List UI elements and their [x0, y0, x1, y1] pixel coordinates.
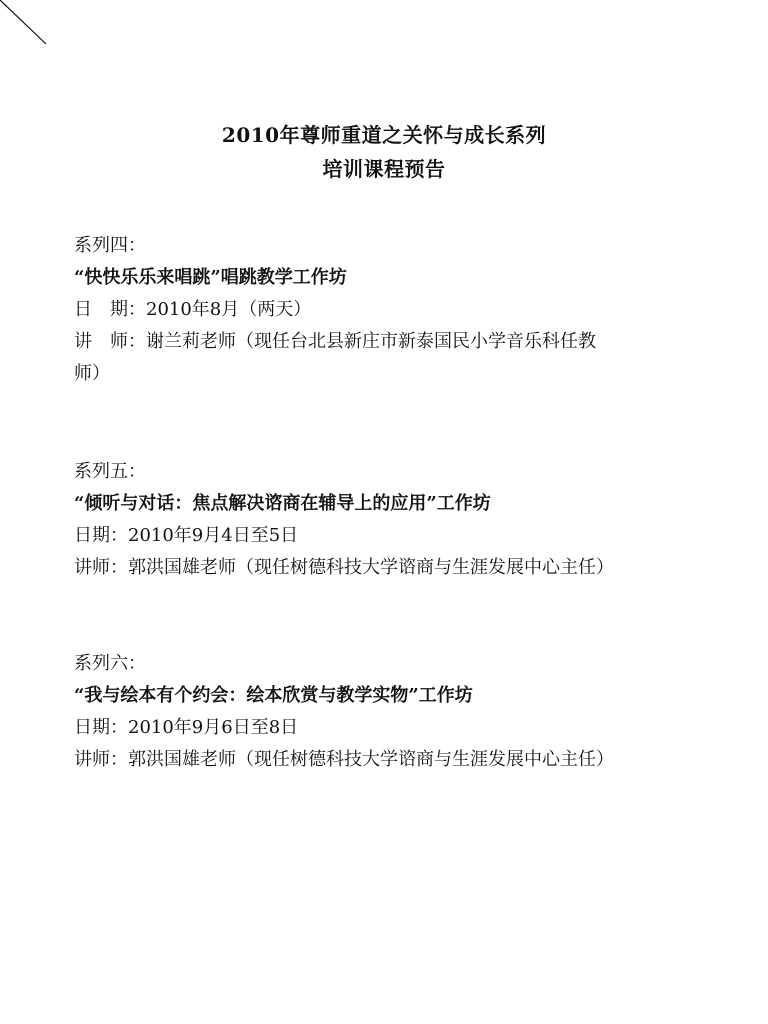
workshop-lecturer: 讲师：郭洪国雄老师（现任树德科技大学谘商与生涯发展中心主任） [74, 557, 614, 578]
document-subtitle: 培训课程预告 [322, 157, 446, 181]
document-header [0, 118, 768, 186]
workshop-lecturer: 讲 师：谢兰莉老师（现任台北县新庄市新泰国民小学音乐科任教 [74, 331, 596, 352]
workshop-date: 日期：2010年9月4日至5日 [74, 525, 299, 546]
workshop-lecturer-continued: 师） [74, 363, 110, 384]
workshop-date: 日期：2010年9月6日至8日 [74, 717, 299, 738]
workshop-lecturer: 讲师：郭洪国雄老师（现任树德科技大学谘商与生涯发展中心主任） [74, 749, 614, 770]
series-heading: 系列四： [74, 235, 146, 256]
workshop-title: “快快乐乐来唱跳”唱跳教学工作坊 [74, 267, 347, 288]
series-six-section [74, 648, 714, 776]
document-title: 2010年尊师重道之关怀与成长系列 [221, 123, 547, 147]
workshop-date: 日 期：2010年8月（两天） [74, 299, 312, 320]
series-heading: 系列六： [74, 653, 146, 674]
series-five-section [74, 456, 714, 584]
corner-crop-mark [0, 0, 60, 60]
series-four-section [74, 230, 714, 390]
series-heading: 系列五： [74, 461, 146, 482]
workshop-title: “倾听与对话：焦点解决谘商在辅导上的应用”工作坊 [74, 493, 491, 514]
workshop-title: “我与绘本有个约会：绘本欣赏与教学实物”工作坊 [74, 685, 473, 706]
